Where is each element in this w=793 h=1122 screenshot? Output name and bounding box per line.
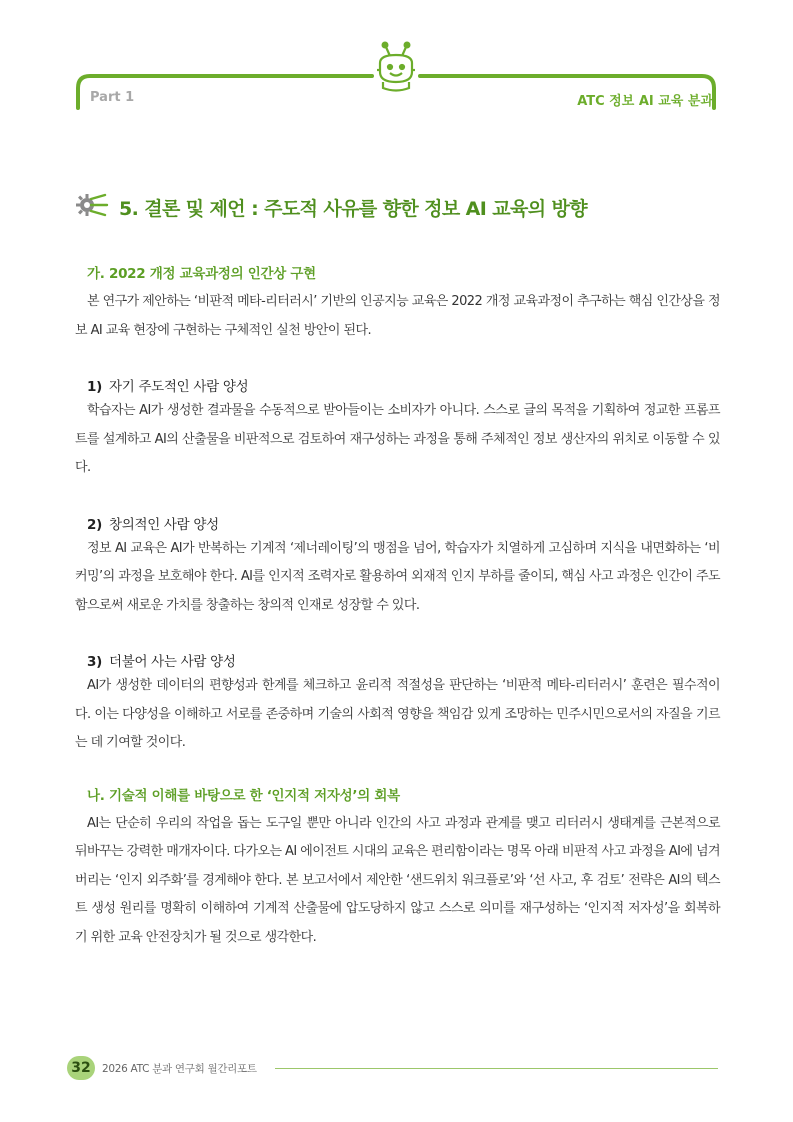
footer-label: 2026 ATC 분과 연구회 월간리포트 [102, 1063, 257, 1075]
item-number: 1) [87, 379, 102, 395]
item-body-2: 정보 AI 교육은 AI가 반복하는 기계적 ‘제너레이팅’의 맹점을 넘어, 학습자가 치열하게 고심하며 지식을 내면화하는 ‘비커밍’의 과정을 보호해야 한다. AI를 인지적 조력자로 활용하여 외재적 인지 부하를 줄이되, 핵심 사고 과정은 인간이 주도함으로써 새로운 가치를 창출하는 창의적 인재로 성장할 수 있다. [75, 540, 720, 613]
page-header [0, 0, 793, 120]
item-heading-1 [87, 375, 720, 395]
item-title: 더불어 사는 사람 양성 [108, 654, 236, 670]
item-title: 창의적인 사람 양성 [108, 516, 219, 533]
subsection-a-heading: 가. 2022 개정 교육과정의 인간상 구현 [87, 266, 316, 282]
item-number: 3) [87, 654, 102, 670]
subsection-a-intro: 본 연구가 제안하는 ‘비판적 메타-리터러시’ 기반의 인공지능 교육은 2022 개정 교육과정이 추구하는 핵심 인간상을 정보 AI 교육 현장에 구현하는 구체적인 실천 방안이 된다. [75, 294, 720, 338]
section-title-text: 5. 결론 및 제언 : 주도적 사유를 향한 정보 AI 교육의 방향 [119, 197, 588, 220]
item-heading-2 [87, 513, 720, 533]
part-label: Part 1 [90, 90, 135, 105]
subsection-b-body: AI는 단순히 우리의 작업을 돕는 도구일 뿐만 아니라 인간의 사고 과정과 관계를 맺고 리터러시 생태계를 근본적으로 뒤바꾸는 강력한 매개자이다. 다가오는 AI 에이전트 시대의 교육은 편리함이라는 명목 아래 비판적 사고 과정을 AI에 넘겨버리는 ‘인지 외주화’를 경계해야 한다. 본 보고서에서 제안한 ‘샌드위치 워크플로’와 ‘선 사고, 후 검토’ 전략은 AI의 텍스트 생성 원리를 명확히 이해하여 기계적 산출물에 압도당하지 않고 스스로 의미를 재구성하는 ‘인지적 저자성’을 회복하기 위한 교육 안전장치가 될 것으로 생각한다. [75, 815, 720, 945]
gear-arrows-icon [75, 190, 109, 224]
section-tag: ATC 정보 AI 교육 분과 [577, 94, 713, 109]
item-heading-3 [87, 650, 720, 670]
page-footer [0, 1050, 793, 1090]
section-title [75, 190, 720, 224]
page-number: 32 [67, 1056, 95, 1080]
item-body-3: AI가 생성한 데이터의 편향성과 한계를 체크하고 윤리적 적절성을 판단하는 ‘비판적 메타-리터러시’ 훈련은 필수적이다. 이는 다양성을 이해하고 서로를 존중하며 기술의 사회적 영향을 책임감 있게 조망하는 민주시민으로서의 자질을 기르는 데 기여할 것이다. [75, 678, 720, 750]
robot-mascot-icon [377, 43, 415, 91]
subsection-b-heading: 나. 기술적 이해를 바탕으로 한 ‘인지적 저자성’의 회복 [87, 787, 400, 804]
item-body-1: 학습자는 AI가 생성한 결과물을 수동적으로 받아들이는 소비자가 아니다. 스스로 글의 목적을 기획하여 정교한 프롬프트를 설계하고 AI의 산출물을 비판적으로 검토하여 재구성하는 과정을 통해 주체적인 정보 생산자의 위치로 이동할 수 있다. [75, 403, 720, 475]
item-number: 2) [87, 516, 102, 533]
item-title: 자기 주도적인 사람 양성 [108, 379, 249, 395]
footer-divider [275, 1068, 718, 1069]
main-content [75, 190, 720, 952]
